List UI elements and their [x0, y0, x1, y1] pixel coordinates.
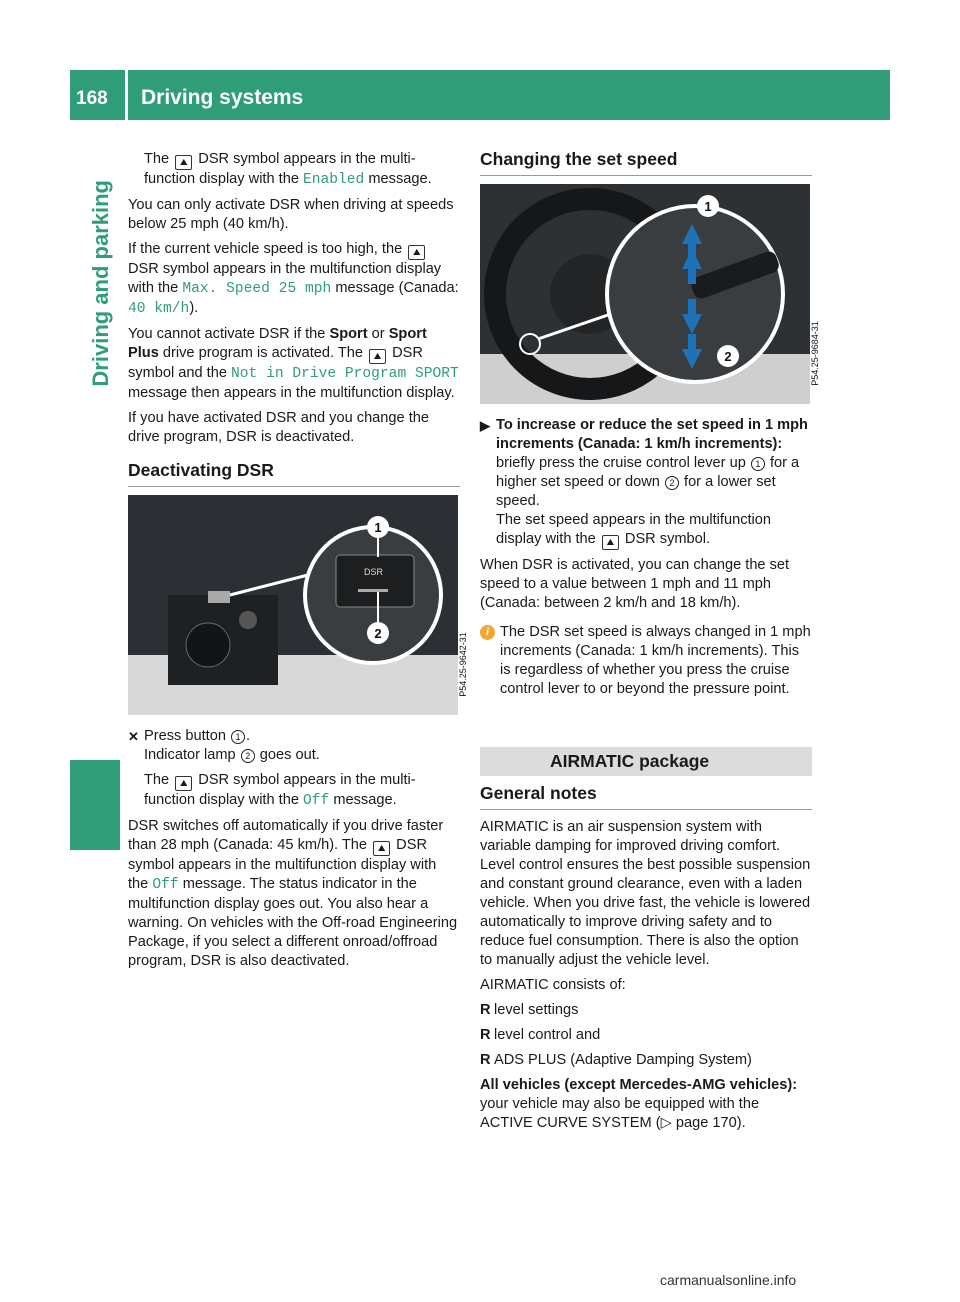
figure-code: P54.25-9684-31	[810, 321, 821, 386]
paragraph: AIRMATIC consists of:	[480, 977, 626, 993]
callout-1-icon: 1	[231, 730, 245, 744]
figure-label-dsr: DSR	[364, 567, 384, 577]
side-tab	[84, 180, 120, 740]
header-divider	[125, 70, 128, 120]
list-item: R level settings	[480, 1002, 579, 1018]
dsr-symbol-icon: ⛰	[369, 349, 386, 364]
list-item: R level control and	[480, 1027, 601, 1043]
info-icon: i	[480, 625, 495, 640]
step-arrow-icon: ✕	[128, 729, 139, 744]
figure-dsr-button	[128, 495, 469, 715]
svg-text:2: 2	[724, 349, 732, 364]
side-tab-block	[70, 760, 120, 850]
paragraph: AIRMATIC is an air suspension system with variable damping for improved driving comfort. Level control ensures the best possible suspension and constant ground clearance, even with a laden vehicle. When you drive fast, the vehicle is lowered automatically to improve driving safety and to reduce fuel consumption. There is also the option to manually adjust the vehicle level.	[480, 819, 811, 968]
section-heading: Deactivating DSR	[128, 461, 460, 487]
page-title: Driving systems	[141, 86, 304, 109]
dsr-symbol-icon: ⛰	[602, 535, 619, 550]
paragraph: When DSR is activated, you can change the set speed to a value between 1 mph and 11 mph (Canada: between 2 km/h and 18 km/h).	[480, 557, 790, 611]
paragraph: You can only activate DSR when driving at speeds below 25 mph (40 km/h).	[128, 197, 454, 232]
paragraph: All vehicles (except Mercedes-AMG vehicles): your vehicle may also be equipped with the ACTIVE CURVE SYSTEM (▷ page 170).	[480, 1077, 798, 1131]
callout-2-icon: 2	[665, 476, 679, 490]
paragraph: You cannot activate DSR if the Sport or Sport Plus drive program is activated. The ⛰ DSR symbol and the Not in Drive Program SPORT message then appears in the multifunction display.	[128, 326, 459, 401]
section-heading: General notes	[480, 784, 812, 810]
figure-cruise-lever-illustration	[480, 184, 810, 404]
left-column	[128, 150, 469, 977]
dsr-symbol-icon: ⛰	[408, 245, 425, 260]
figure-code: P54.25-9642-31	[458, 632, 469, 697]
step-arrow-icon: ▶	[480, 418, 490, 433]
callout-1-icon: 1	[751, 457, 765, 471]
page-ref-arrow-icon: ▷	[660, 1115, 672, 1131]
bullet-icon: R	[480, 1002, 491, 1018]
dsr-symbol-icon: ⛰	[175, 776, 192, 791]
paragraph: The ⛰ DSR symbol appears in the multi-function display with the Enabled message.	[144, 151, 432, 188]
paragraph: If you have activated DSR and you change the drive program, DSR is deactivated.	[128, 410, 429, 445]
figure-cruise-lever	[480, 184, 821, 404]
figure-dsr-button-illustration	[128, 495, 458, 715]
instruction-step: ✕ Press button 1 . Indicator lamp 2 goes out.	[128, 728, 320, 763]
info-note: i The DSR set speed is always changed in 1 mph increments (Canada: 1 km/h increments). This is regardless of whether you press the cruise control lever to or beyond the pressure point.	[480, 623, 812, 699]
section-heading: Changing the set speed	[480, 150, 812, 176]
callout-2-icon: 2	[241, 749, 255, 763]
watermark: carmanualsonline.info	[660, 1272, 797, 1288]
list-item: R ADS PLUS (Adaptive Damping System)	[480, 1052, 752, 1068]
svg-text:1: 1	[704, 199, 712, 214]
bullet-icon: R	[480, 1027, 491, 1043]
dsr-symbol-icon: ⛰	[373, 841, 390, 856]
svg-text:1: 1	[374, 520, 382, 535]
instruction-step: ▶ To increase or reduce the set speed in 1 mph increments (Canada: 1 km/h increments): briefly press the cruise control lever up 1 for a higher set speed or down 2 for a lower set speed. The set speed appears in the multifunction display with the ⛰ DSR symbol.	[480, 416, 812, 550]
right-column	[480, 149, 821, 1139]
side-tab-label: Driving and parking	[88, 180, 113, 387]
paragraph: If the current vehicle speed is too high, the ⛰ DSR symbol appears in the multifunction display with the Max. Speed 25 mph message (Canada: 40 km/h).	[128, 241, 459, 317]
dsr-symbol-icon: ⛰	[175, 155, 192, 170]
paragraph: The ⛰ DSR symbol appears in the multi-function display with the Off message.	[144, 772, 416, 809]
section-band: AIRMATIC package	[480, 747, 812, 776]
paragraph: DSR switches off automatically if you drive faster than 28 mph (Canada: 45 km/h). The ⛰ DSR symbol appears in the multifunction display with the Off message. The status indicator in the multifunction display goes out. You also hear a warning. On vehicles with the Off-road Engineering Package, if you select a different onroad/offroad program, DSR is also deactivated.	[128, 818, 458, 969]
page-number: 168	[76, 88, 108, 109]
svg-text:2: 2	[374, 626, 382, 641]
bullet-icon: R	[480, 1052, 491, 1068]
page-reference-link[interactable]: page 170).	[675, 1115, 746, 1131]
